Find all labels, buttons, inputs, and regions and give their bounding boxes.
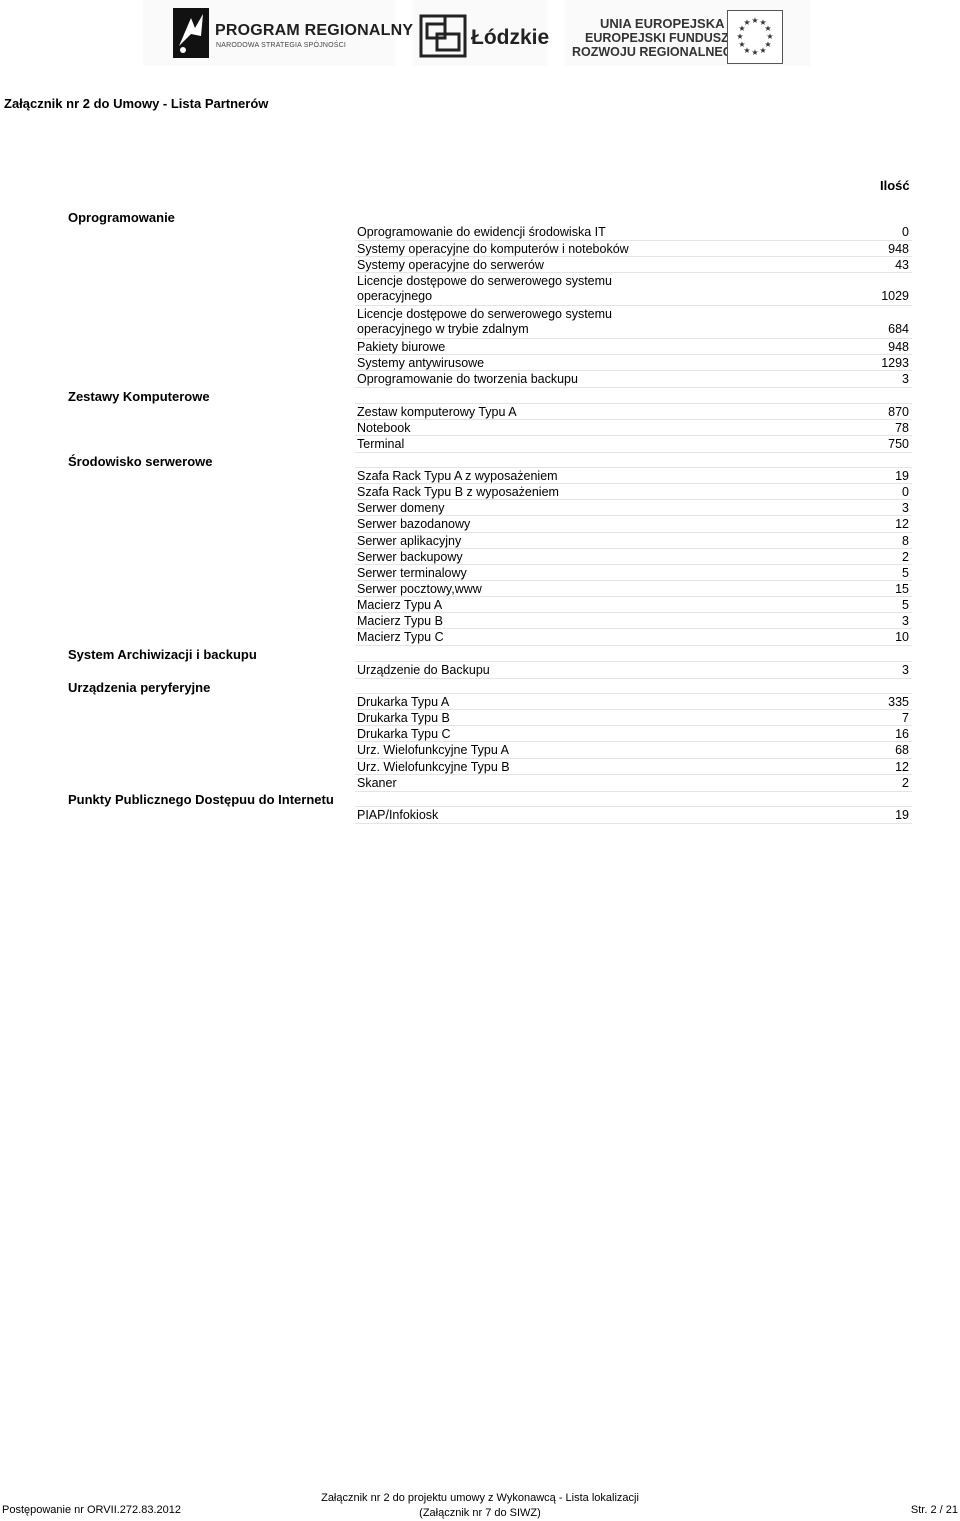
row-value: 870 — [888, 405, 909, 419]
category-punkty-publicznego-dostepu: Punkty Publicznego Dostępuu do Internetu — [68, 792, 334, 807]
svg-text:★: ★ — [751, 16, 759, 25]
row-name: Zestaw komputerowy Typu A — [357, 405, 517, 419]
row-name: Macierz Typu B — [357, 614, 443, 628]
quantity-column-header: Ilość — [880, 178, 910, 193]
table-row — [355, 596, 912, 613]
table-row — [355, 774, 912, 792]
table-row — [355, 435, 912, 453]
row-value: 750 — [888, 437, 909, 451]
row-name: Serwer pocztowy,www — [357, 582, 482, 596]
svg-text:★: ★ — [759, 18, 767, 27]
row-value: 2 — [902, 550, 909, 564]
row-name: Urz. Wielofunkcyjne Typu B — [357, 760, 510, 774]
table-row — [355, 532, 912, 549]
table-row — [355, 499, 912, 516]
row-name: Serwer domeny — [357, 501, 445, 515]
row-value: 3 — [902, 372, 909, 386]
row-value: 0 — [902, 485, 909, 499]
table-row — [355, 741, 912, 758]
row-value: 2 — [902, 776, 909, 790]
row-value: 948 — [888, 242, 909, 256]
table-row — [355, 725, 912, 742]
row-name: PIAP/Infokiosk — [357, 808, 439, 822]
row-name: Macierz Typu C — [357, 630, 444, 644]
row-name: Drukarka Typu C — [357, 727, 451, 741]
svg-text:★: ★ — [759, 46, 767, 55]
table-row — [355, 419, 912, 436]
table-row — [355, 548, 912, 565]
svg-text:★: ★ — [743, 46, 751, 55]
category-urzadzenia-peryferyjne: Urządzenia peryferyjne — [68, 680, 211, 695]
svg-text:★: ★ — [764, 40, 772, 49]
lodzkie-logo — [413, 0, 550, 66]
row-name: Macierz Typu A — [357, 598, 443, 612]
table-row — [355, 580, 912, 597]
row-name: Systemy antywirusowe — [357, 356, 485, 370]
row-value: 16 — [895, 727, 909, 741]
svg-text:★: ★ — [736, 32, 744, 41]
category-oprogramowanie: Oprogramowanie — [68, 210, 175, 225]
row-value: 10 — [895, 630, 909, 644]
row-name: Urz. Wielofunkcyjne Typu A — [357, 743, 509, 757]
table-row — [355, 321, 912, 337]
program-regionalny-mark-icon — [171, 6, 211, 60]
row-value: 19 — [895, 808, 909, 822]
row-name: Szafa Rack Typu B z wyposażeniem — [357, 485, 559, 499]
table-row — [355, 305, 912, 322]
row-name: Oprogramowanie do tworzenia backupu — [357, 372, 578, 386]
table-row — [355, 354, 912, 371]
row-name: Drukarka Typu B — [357, 711, 450, 725]
program-regionalny-logo — [143, 0, 414, 66]
row-value: 19 — [895, 469, 909, 483]
row-value: 0 — [902, 225, 909, 239]
lodzkie-text: Łódzkie — [471, 26, 550, 49]
table-row — [355, 661, 912, 679]
table-row — [355, 370, 912, 388]
row-value: 12 — [895, 517, 909, 531]
row-value: 78 — [895, 421, 909, 435]
row-value: 15 — [895, 582, 909, 596]
row-value: 3 — [902, 501, 909, 515]
svg-text:★: ★ — [766, 32, 774, 41]
row-name: Szafa Rack Typu A z wyposażeniem — [357, 469, 558, 483]
row-name: Notebook — [357, 421, 411, 435]
table-row — [355, 224, 912, 240]
svg-text:★: ★ — [738, 40, 746, 49]
row-value: 5 — [902, 598, 909, 612]
svg-text:★: ★ — [743, 18, 751, 27]
svg-text:★: ★ — [738, 24, 746, 33]
row-name: Oprogramowanie do ewidencji środowiska IT — [357, 225, 606, 239]
table-row — [355, 693, 912, 710]
table-row — [355, 515, 912, 532]
row-value: 3 — [902, 614, 909, 628]
footer-center-line-1: Załącznik nr 2 do projektu umowy z Wykonawcą - Lista lokalizacji — [321, 1492, 639, 1504]
table-row — [355, 272, 912, 289]
table-row — [355, 483, 912, 500]
row-name: Licencje dostępowe do serwerowego systemu — [357, 307, 612, 321]
document-title: Załącznik nr 2 do Umowy - Lista Partnerów — [4, 96, 269, 111]
footer-center-line-2: (Załącznik nr 7 do SIWZ) — [419, 1507, 541, 1519]
category-system-archiwizacji: System Archiwizacji i backupu — [68, 647, 257, 662]
footer-center — [0, 1491, 960, 1521]
row-name: Systemy operacyjne do serwerów — [357, 258, 544, 272]
row-value: 12 — [895, 760, 909, 774]
table-row — [355, 612, 912, 629]
row-name: operacyjnego w trybie zdalnym — [357, 322, 529, 336]
eu-flag-icon — [727, 10, 783, 64]
ue-line-1: UNIA EUROPEJSKA — [600, 16, 725, 31]
table-row — [355, 288, 912, 304]
row-name: Serwer backupowy — [357, 550, 463, 564]
unia-europejska-logo — [565, 0, 810, 66]
row-name: Terminal — [357, 437, 405, 451]
lodzkie-mark-icon — [419, 14, 467, 58]
row-value: 7 — [902, 711, 909, 725]
program-regionalny-title: PROGRAM REGIONALNY — [215, 22, 414, 39]
table-row — [355, 338, 912, 355]
row-value: 1029 — [881, 289, 909, 303]
table-row — [355, 709, 912, 726]
row-value: 68 — [895, 743, 909, 757]
table-row — [355, 240, 912, 257]
table-row — [355, 403, 912, 420]
row-value: 5 — [902, 566, 909, 580]
category-zestawy-komputerowe: Zestawy Komputerowe — [68, 389, 210, 404]
table-row — [355, 256, 912, 273]
table-row — [355, 564, 912, 581]
table-row — [355, 806, 912, 824]
row-name: Pakiety biurowe — [357, 340, 446, 354]
svg-text:★: ★ — [751, 48, 759, 57]
category-srodowisko-serwerowe: Środowisko serwerowe — [68, 454, 213, 469]
row-name: operacyjnego — [357, 289, 433, 303]
row-value: 684 — [888, 322, 909, 336]
row-name: Serwer aplikacyjny — [357, 534, 462, 548]
row-value: 335 — [888, 695, 909, 709]
svg-text:★: ★ — [764, 24, 772, 33]
row-name: Urządzenie do Backupu — [357, 663, 490, 677]
row-name: Serwer bazodanowy — [357, 517, 471, 531]
table-row — [355, 758, 912, 775]
ue-line-3: ROZWOJU REGIONALNEGO — [572, 45, 743, 59]
row-value: 1293 — [881, 356, 909, 370]
row-name: Drukarka Typu A — [357, 695, 450, 709]
row-name: Systemy operacyjne do komputerów i noteboków — [357, 242, 629, 256]
row-name: Licencje dostępowe do serwerowego systemu — [357, 274, 612, 288]
row-value: 948 — [888, 340, 909, 354]
header-logos — [0, 0, 960, 70]
row-name: Skaner — [357, 776, 397, 790]
row-value: 43 — [895, 258, 909, 272]
table-row — [355, 467, 912, 484]
table-row — [355, 628, 912, 646]
program-regionalny-subtitle: NARODOWA STRATEGIA SPÓJNOŚCI — [216, 42, 347, 49]
footer-page-number: Str. 2 / 21 — [910, 1504, 958, 1516]
row-value: 8 — [902, 534, 909, 548]
footer-case-number: Postępowanie nr ORVII.272.83.2012 — [2, 1504, 181, 1516]
row-name: Serwer terminalowy — [357, 566, 467, 580]
row-value: 3 — [902, 663, 909, 677]
ue-line-2: EUROPEJSKI FUNDUSZ — [585, 31, 729, 45]
